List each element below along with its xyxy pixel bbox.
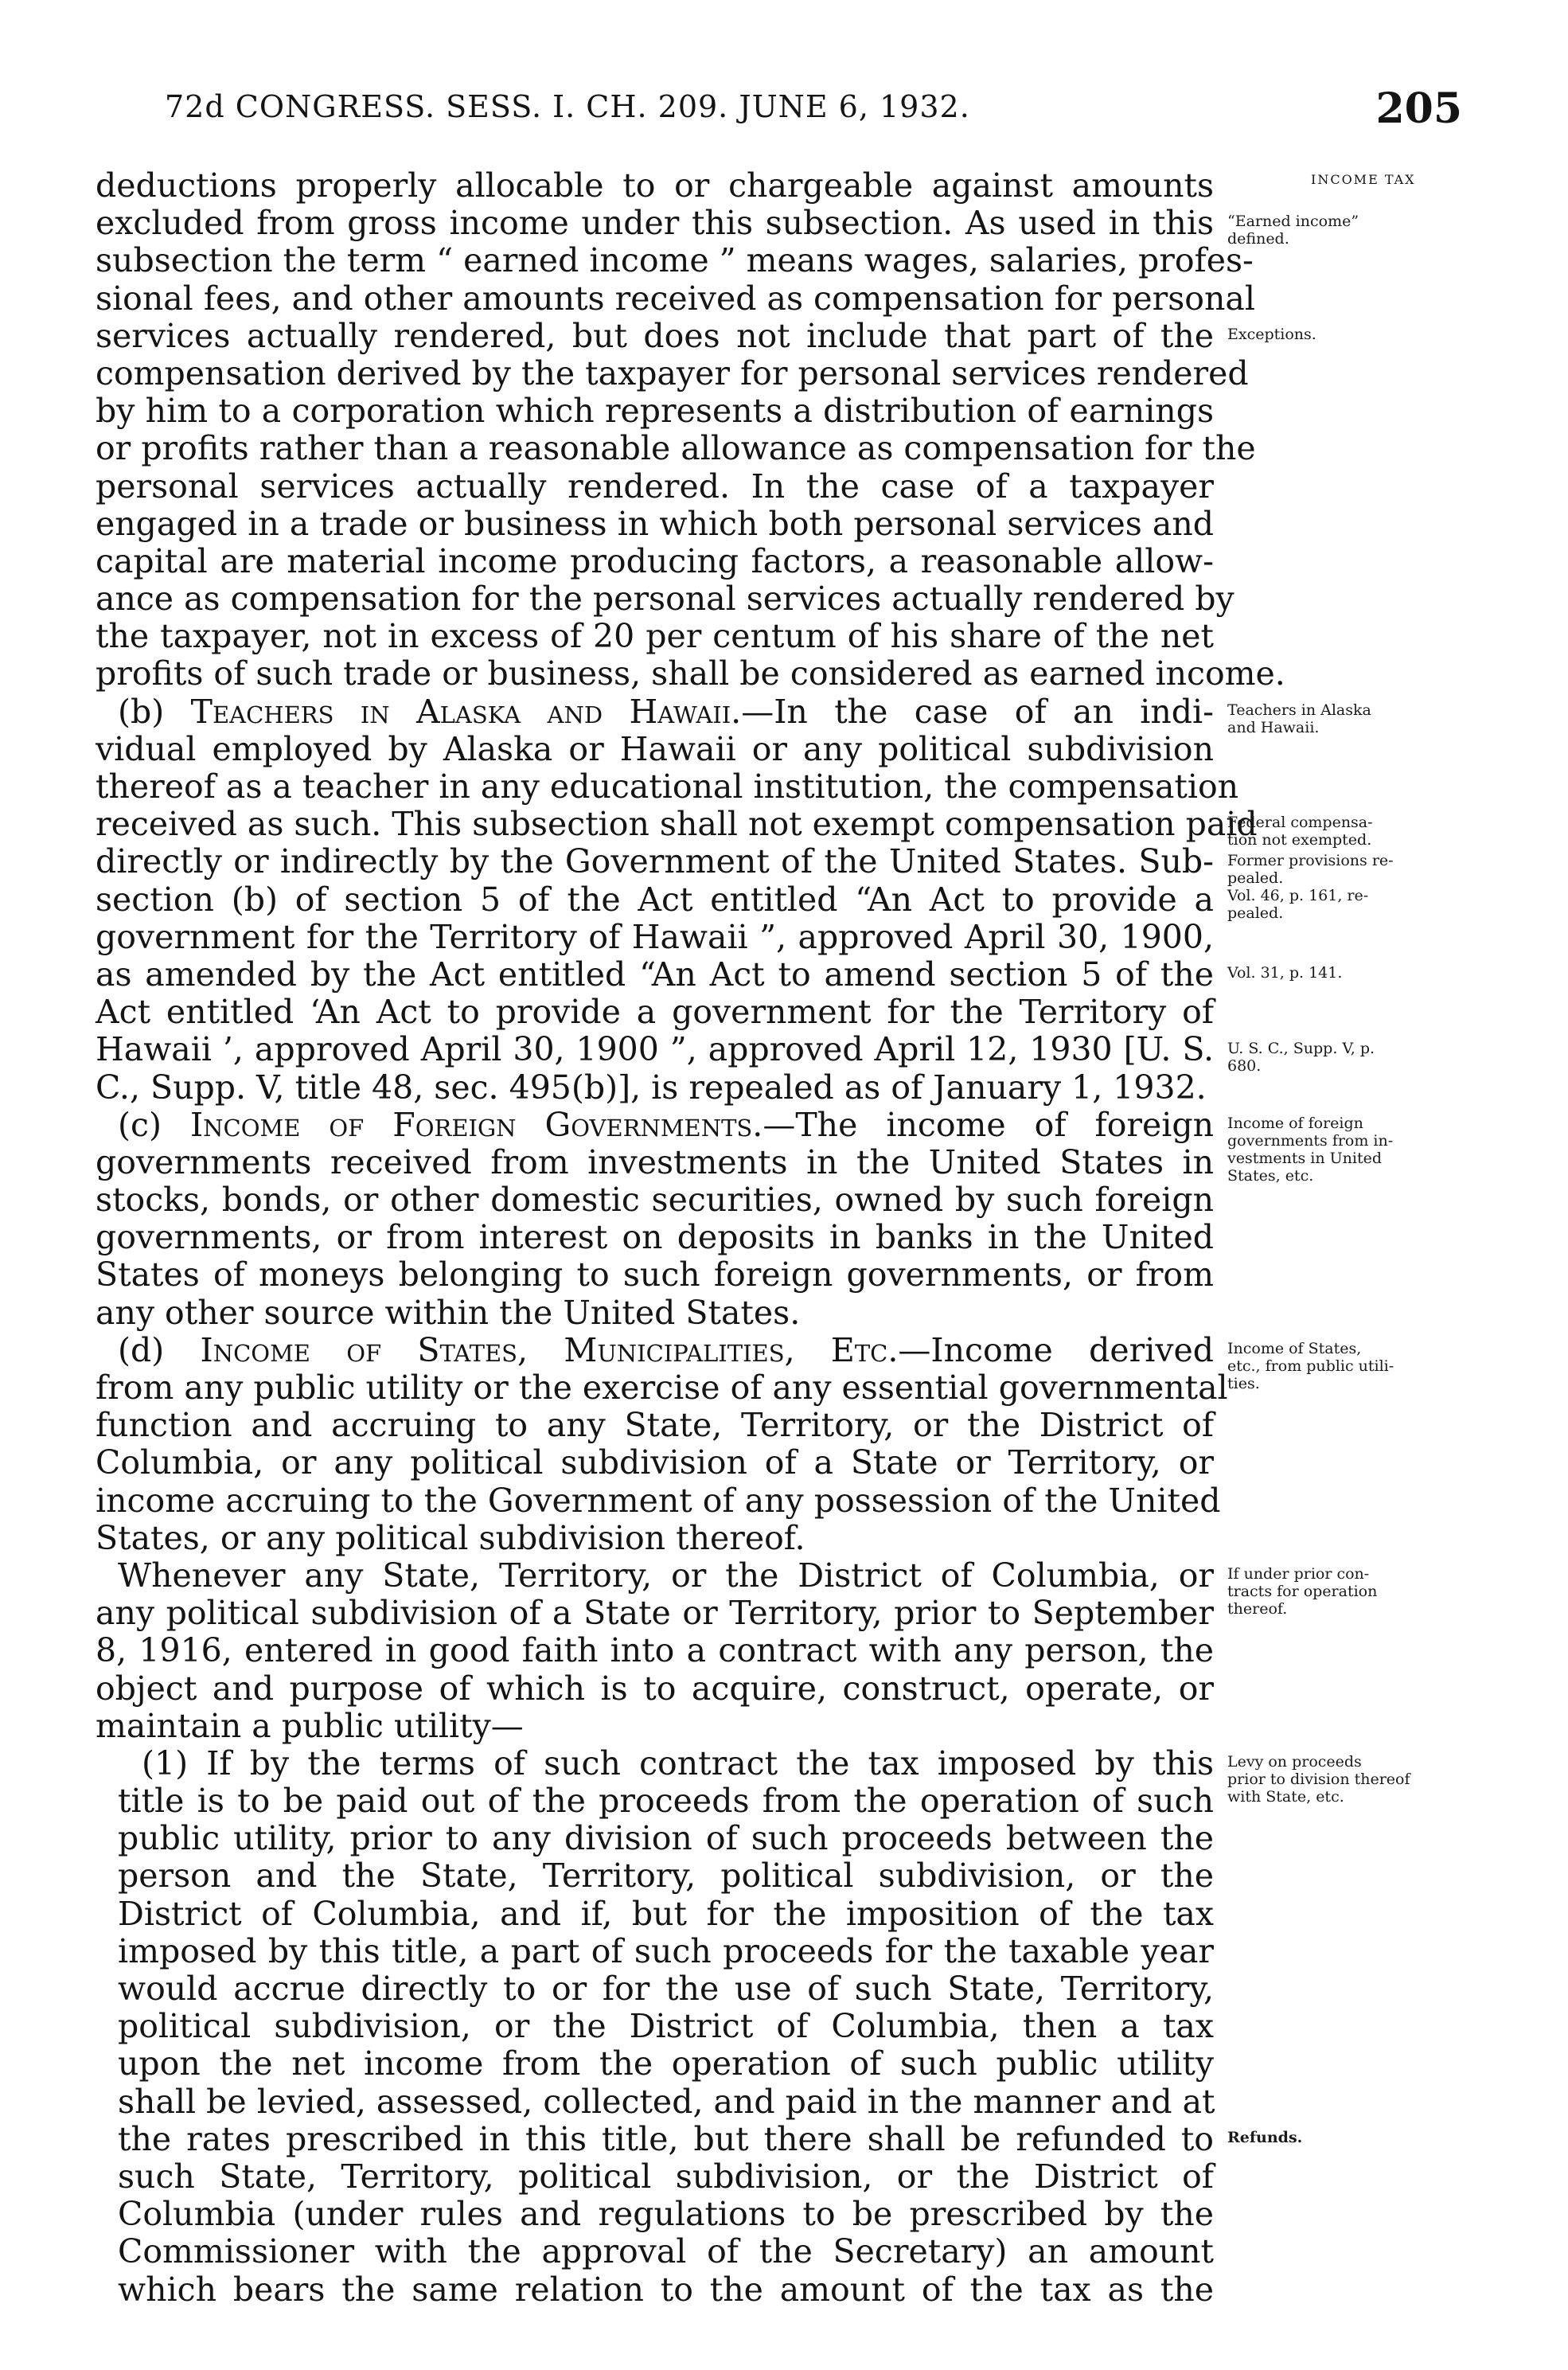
text-line: public utility, prior to any division of such proceeds between the [118,1819,1214,1858]
text-line: person and the State, Territory, political subdivision, or the [118,1857,1214,1896]
margin-note [1227,213,1474,248]
text-line: C., Supp. V, title 48, sec. 495(b)], is repealed as of January 1, 1932. [96,1068,1207,1107]
text-line: personal services actually rendered. In the case of a taxpayer [96,467,1214,506]
text-line: compensation derived by the taxpayer for personal services rendered [96,353,1249,392]
margin-note [1227,964,1474,982]
text-line: stocks, bonds, or other domestic securities, owned by such foreign [96,1181,1214,1220]
text-line: District of Columbia, and if, but for the imposition of the tax [118,1894,1214,1933]
section-heading: Income of Foreign Governments. [189,1105,763,1144]
text-line [96,1332,1214,1369]
margin-note-line: prior to division thereof [1227,1771,1410,1789]
margin-note-line: Income of foreign [1227,1115,1363,1132]
margin-notes [1227,172,1474,2321]
text-line: by him to a corporation which represents a distribution of earnings [96,392,1214,431]
text-line: or profits rather than a reasonable allowance as compensation for the [96,429,1256,468]
margin-note-line: etc., from public utili- [1227,1357,1394,1376]
text-line: maintain a public utility— [96,1706,524,1745]
margin-note-line: U. S. C., Supp. V, p. [1227,1039,1375,1057]
text-line: received as such. This subsection shall not exempt compensation paid [96,805,1258,844]
text-line: section (b) of section 5 of the Act entitled “An Act to provide a [96,880,1214,919]
margin-note-line: Former provisions re- [1227,851,1394,869]
text-line: Hawaii ’, approved April 30, 1900 ”, approved April 12, 1930 [U. S. [96,1030,1214,1069]
text-line: upon the net income from the operation of such public utility [118,2044,1214,2083]
text-line: thereof as a teacher in any educational institution, the compensation [96,767,1239,806]
margin-note-line: tion not exempted. [1227,831,1372,849]
margin-note-line: pealed. [1227,869,1284,887]
margin-note-line: ties. [1227,1375,1260,1393]
margin-note [1227,2129,1474,2146]
text-line: capital are material income producing factors, a reasonable allow- [96,541,1214,580]
margin-note-line: Federal compensa- [1227,814,1373,832]
text-line: subsection the term “ earned income ” means wages, salaries, profes- [96,241,1254,280]
running-head [165,84,1462,145]
margin-note [1227,852,1474,922]
margin-note [1227,814,1474,849]
text-line [96,693,1214,731]
text-line: Act entitled ‘An Act to provide a government for the Territory of [96,993,1214,1032]
text-line: the rates prescribed in this title, but there shall be refunded to [118,2119,1214,2158]
margin-heading: INCOME TAX [1311,172,1416,187]
text-line: ance as compensation for the personal services actually rendered by [96,580,1235,619]
margin-note [1227,1115,1474,1185]
text-run: —In the case of an indi- [741,692,1214,731]
text-line: such State, Territory, political subdivision, or the District of [118,2157,1214,2196]
text-line: the taxpayer, not in excess of 20 per centum of his share of the net [96,617,1214,656]
margin-note-line: with State, etc. [1227,1788,1344,1806]
section-heading: Income of States, Municipalities, Etc. [200,1330,899,1369]
text-line: which bears the same relation to the amount of the tax as the [118,2270,1214,2309]
margin-note-line: Vol. 31, p. 141. [1227,964,1343,982]
section-heading: Teachers in Alaska and Hawaii. [190,692,742,731]
text-line: Commissioner with the approval of the Secretary) an amount [118,2232,1214,2271]
margin-note-line: States, etc. [1227,1167,1314,1185]
text-line: object and purpose of which is to acquire, construct, operate, or [96,1669,1214,1708]
text-line: imposed by this title, a part of such proceeds for the taxable year [118,1931,1214,1970]
margin-note-line: Teachers in Alaska [1227,701,1371,719]
margin-note-line: “Earned income” [1227,213,1359,231]
text-line: 8, 1916, entered in good faith into a contract with any person, the [96,1631,1214,1670]
margin-note-line: Income of States, [1227,1340,1362,1358]
margin-note [1227,1340,1474,1392]
text-line: government for the Territory of Hawaii ”, approved April 30, 1900, [96,917,1214,956]
text-line: Columbia (under rules and regulations to be prescribed by the [118,2195,1214,2234]
margin-note [1227,326,1474,343]
text-line: function and accruing to any State, Territory, or the District of [96,1406,1214,1445]
text-run: —Income derived [898,1330,1214,1369]
page-number: 205 [1375,84,1462,133]
margin-note-line: thereof. [1227,1600,1288,1618]
margin-note [1227,701,1474,736]
text-line: engaged in a trade or business in which both personal services and [96,504,1214,543]
text-line: Whenever any State, Territory, or the District of Columbia, or [118,1556,1214,1595]
paragraph-label: (c) [118,1105,190,1144]
margin-note-line: tracts for operation [1227,1583,1378,1601]
text-line: services actually rendered, but does not include that part of the [96,316,1214,355]
text-line: as amended by the Act entitled “An Act to amend section 5 of the [96,955,1214,994]
text-run: —The income of foreign [763,1105,1215,1144]
text-line: title is to be paid out of the proceeds from the operation of such [118,1782,1214,1821]
text-line: any other source within the United States. [96,1293,801,1332]
text-line: (1) If by the terms of such contract the tax imposed by this [142,1743,1214,1782]
margin-note-line: 680. [1227,1056,1262,1075]
text-line: governments received from investments in the United States in [96,1142,1214,1181]
text-line: would accrue directly to or for the use of such State, Territory, [118,1970,1214,2008]
margin-note-line: pealed. [1227,904,1284,922]
margin-note-line: and Hawaii. [1227,718,1320,736]
text-line: Columbia, or any political subdivision of a State or Territory, or [96,1443,1214,1482]
text-line: from any public utility or the exercise of any essential governmental [96,1369,1228,1407]
margin-note-line: governments from in- [1227,1132,1394,1150]
text-line: States of moneys belonging to such foreign governments, or from [96,1255,1214,1294]
text-line: vidual employed by Alaska or Hawaii or any political subdivision [96,729,1214,768]
text-line: any political subdivision of a State or Territory, prior to September [96,1594,1214,1633]
text-line: directly or indirectly by the Government of the United States. Sub- [96,842,1214,881]
paragraph-label: (d) [118,1330,201,1369]
text-line: governments, or from interest on deposits in banks in the United [96,1218,1214,1257]
text-line: deductions properly allocable to or chargeable against amounts [96,166,1214,205]
text-line: income accruing to the Government of any possession of the United [96,1481,1221,1520]
text-line: States, or any political subdivision thereof. [96,1518,805,1557]
margin-note-line: Levy on proceeds [1227,1753,1362,1771]
margin-note-line: Vol. 46, p. 161, re- [1227,886,1369,904]
running-title: 72d CONGRESS. SESS. I. CH. 209. JUNE 6, 1932. [165,89,970,124]
text-line: sional fees, and other amounts received as compensation for personal [96,279,1255,318]
text-line: political subdivision, or the District of Columbia, then a tax [118,2007,1214,2046]
text-line: shall be levied, assessed, collected, and paid in the manner and at [118,2082,1215,2121]
margin-note-line: Exceptions. [1227,325,1316,343]
paragraph-label: (b) [118,692,191,731]
margin-note-line: defined. [1227,230,1289,248]
text-line [96,1107,1214,1144]
margin-note [1227,1753,1474,1806]
margin-note-line: If under prior con- [1227,1565,1370,1583]
text-line: excluded from gross income under this subsection. As used in this [96,204,1214,243]
margin-note [1227,1565,1474,1618]
margin-note [1227,1040,1474,1075]
margin-note-line: vestments in United [1227,1150,1383,1167]
text-line: profits of such trade or business, shall be considered as earned income. [96,654,1285,693]
margin-note-line: Refunds. [1227,2129,1303,2147]
